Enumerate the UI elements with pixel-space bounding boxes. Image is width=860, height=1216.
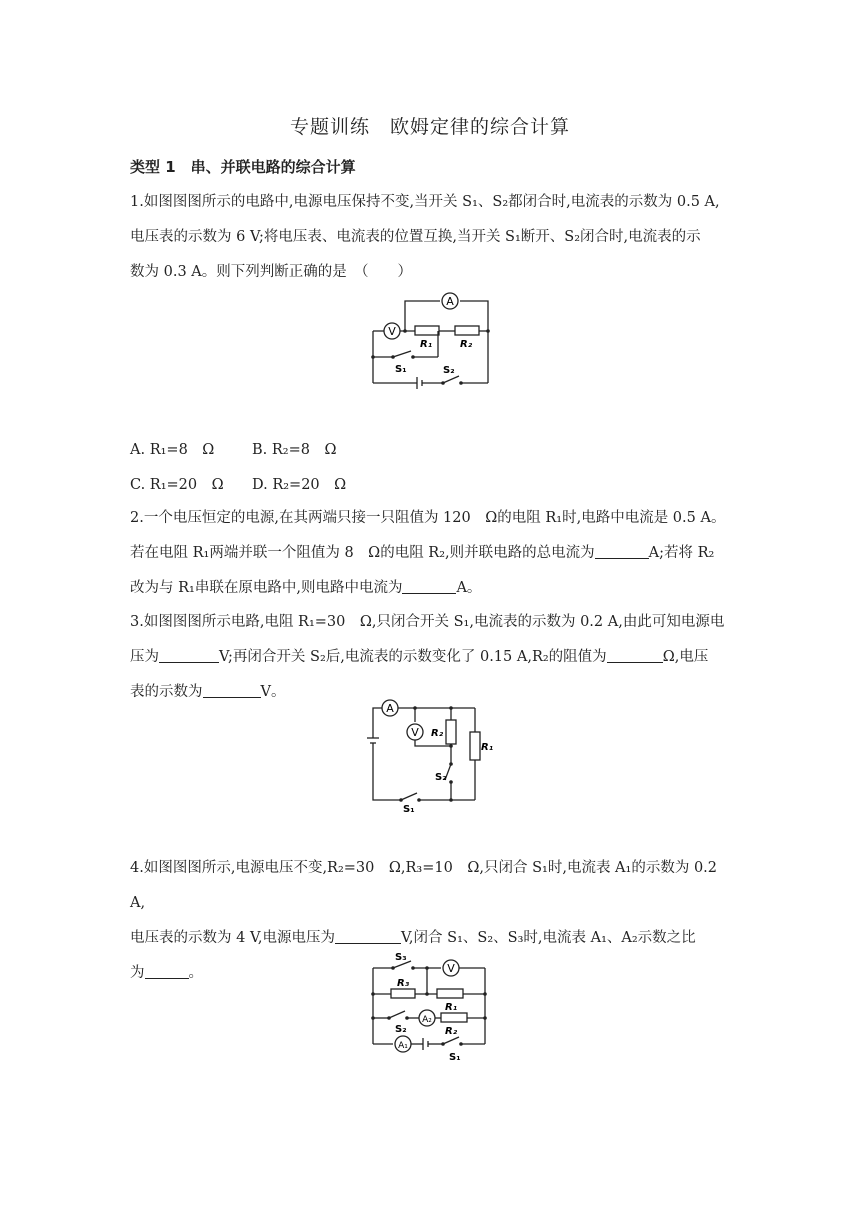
question-3 <box>130 605 736 710</box>
q4-line-2-tail: V,闭合 S₁、S₂、S₃时,电流表 A₁、A₂示数之比 <box>401 930 696 946</box>
q1-option-a: A. R₁=8 Ω <box>130 442 215 458</box>
circuit-diagram-2 <box>365 698 494 816</box>
voltmeter-label: V <box>388 325 396 338</box>
answer-blank[interactable] <box>203 681 261 698</box>
circuit-diagram-1 <box>365 293 495 388</box>
q4-line-3-tail: 。 <box>188 965 203 981</box>
answer-blank[interactable] <box>402 577 456 594</box>
question-1 <box>130 185 736 290</box>
ammeter-a1-label: A₁ <box>398 1041 408 1051</box>
q2-line-2-text: 若在电阻 R₁两端并联一个阻值为 8 Ω的电阻 R₂,则并联电路的总电流为 <box>130 545 595 561</box>
s1-label: S₁ <box>449 1052 461 1063</box>
r1-label: R₁ <box>420 339 433 350</box>
section-heading: 类型 1 串、并联电路的综合计算 <box>130 158 356 176</box>
answer-blank[interactable] <box>145 962 189 979</box>
question-2 <box>130 501 736 606</box>
s2-label: S₂ <box>395 1024 407 1035</box>
answer-blank[interactable] <box>607 646 663 663</box>
q3-line-2 <box>130 640 736 675</box>
q2-line-3-text: 改为与 R₁串联在原电路中,则电路中电流为 <box>130 580 403 596</box>
r2-label: R₂ <box>431 728 444 739</box>
ammeter-label: A <box>446 295 454 308</box>
ammeter-label: A <box>386 702 394 715</box>
q2-line-2 <box>130 536 736 571</box>
r1-label: R₁ <box>445 1002 458 1013</box>
q2-line-3-tail: A。 <box>456 580 482 596</box>
q4-line-3-text: 为 <box>130 965 145 981</box>
q3-line-2-text: 压为 <box>130 649 159 665</box>
page-title: 专题训练 欧姆定律的综合计算 <box>289 116 570 138</box>
q2-line-1: 2.一个电压恒定的电源,在其两端只接一只阻值为 120 Ω的电阻 R₁时,电路中电流是 0.5 A。 <box>130 510 726 526</box>
ammeter-a2-label: A₂ <box>422 1015 432 1025</box>
q4-line-2 <box>130 921 736 956</box>
r3-label: R₃ <box>397 978 410 989</box>
answer-blank[interactable] <box>335 927 401 944</box>
s2-label: S₂ <box>443 365 455 376</box>
s2-label: S₂ <box>435 772 447 783</box>
q4-line-2-text: 电压表的示数为 4 V,电源电压为 <box>130 930 335 946</box>
q3-line-2-tail: Ω,电压 <box>662 649 709 665</box>
s1-label: S₁ <box>395 364 407 375</box>
q4-line-1: 4.如图图图所示,电源电压不变,R₂=30 Ω,R₃=10 Ω,只闭合 S₁时,电流表 A₁的示数为 0.2 A, <box>130 860 717 911</box>
q2-line-3 <box>130 571 736 606</box>
answer-blank[interactable] <box>159 646 219 663</box>
q1-option-b: B. R₂=8 Ω <box>252 442 337 458</box>
s1-label: S₁ <box>403 804 415 815</box>
q2-line-2-tail: A;若将 R₂ <box>648 545 715 561</box>
s3-label: S₃ <box>395 952 407 963</box>
q1-line-3: 数为 0.3 A。则下列判断正确的是 （ ） <box>130 264 412 280</box>
q3-line-3-text: 表的示数为 <box>130 684 203 700</box>
r1-label: R₁ <box>481 742 494 753</box>
voltmeter-label: V <box>411 726 419 739</box>
q3-line-2-mid: V;再闭合开关 S₂后,电流表的示数变化了 0.15 A,R₂的阻值为 <box>219 649 607 665</box>
r2-label: R₂ <box>445 1026 458 1037</box>
q1-line-2: 电压表的示数为 6 V;将电压表、电流表的位置互换,当开关 S₁断开、S₂闭合时,电流表的示 <box>130 229 701 245</box>
q1-line-1: 1.如图图图所示的电路中,电源电压保持不变,当开关 S₁、S₂都闭合时,电流表的示数为 0.5 A, <box>130 194 720 210</box>
q3-line-3-tail: V。 <box>260 684 286 700</box>
circuit-diagram-3 <box>365 952 493 1064</box>
q3-line-1: 3.如图图图所示电路,电阻 R₁=30 Ω,只闭合开关 S₁,电流表的示数为 0.2 A,由此可知电源电 <box>130 614 725 630</box>
q1-option-c: C. R₁=20 Ω <box>130 477 224 493</box>
answer-blank[interactable] <box>595 542 649 559</box>
r2-label: R₂ <box>460 339 473 350</box>
voltmeter-label: V <box>447 962 455 975</box>
q1-option-d: D. R₂=20 Ω <box>252 477 347 493</box>
